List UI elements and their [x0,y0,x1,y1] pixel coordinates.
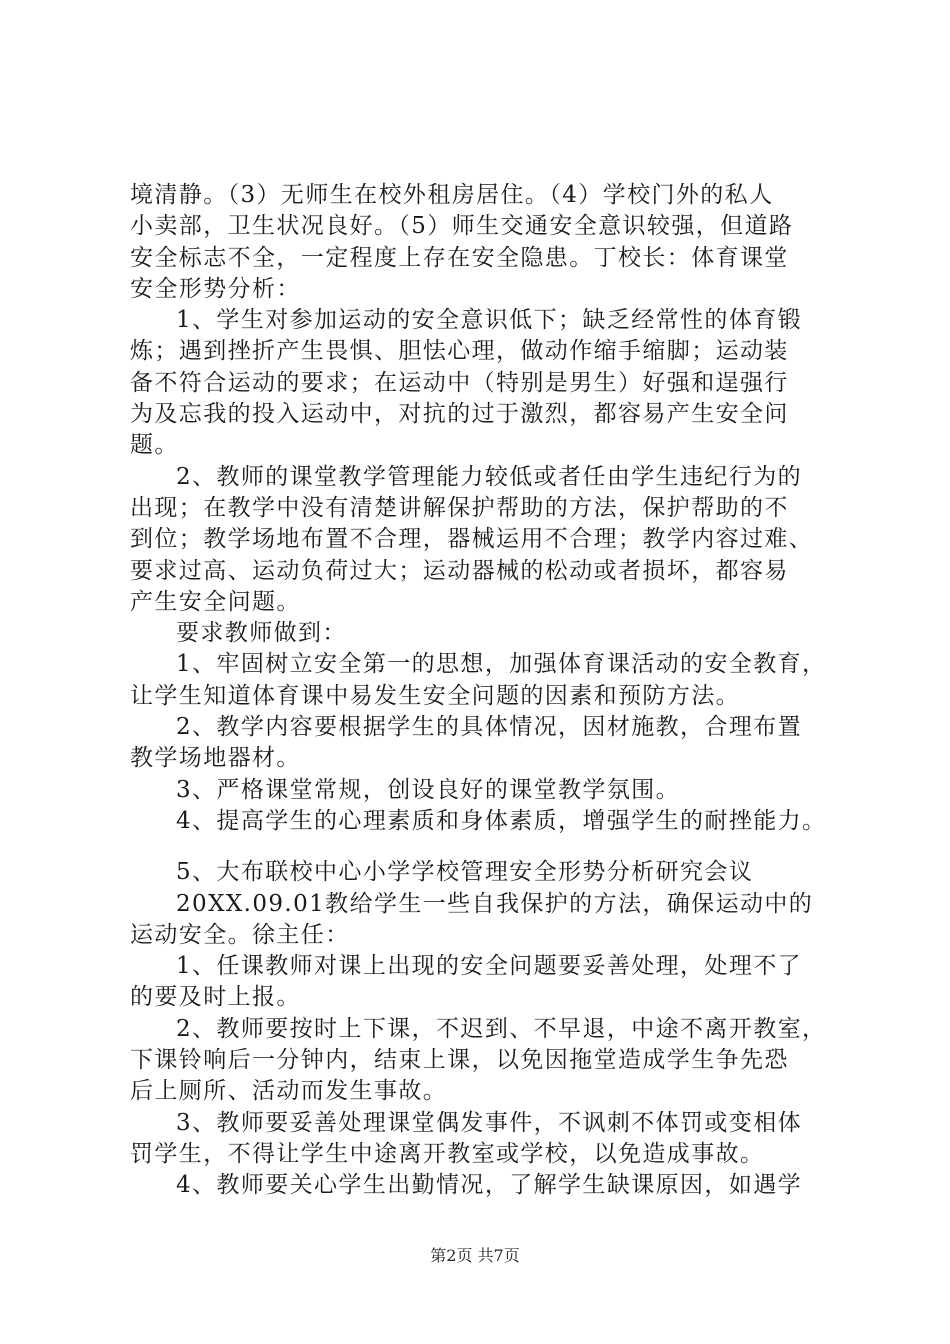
text-line: 后上厕所、活动而发生事故。 [130,1078,448,1105]
text-line: 20XX.09.01教给学生一些自我保护的方法，确保运动中的 [176,890,814,917]
text-line: 让学生知道体育课中易发生安全问题的因素和预防方法。 [130,682,740,709]
text-line: 安全形势分析： [130,275,301,302]
text-line: 1、学生对参加运动的安全意识低下；缺乏经常性的体育锻 [176,307,803,334]
text-line: 题。 [130,432,179,459]
text-line: 教学场地器材。 [130,745,301,772]
text-line: 4、教师要关心学生出勤情况，了解学生缺课原因，如遇学 [176,1172,803,1199]
paragraph-gap [130,837,835,857]
text-line: 为及忘我的投入运动中，对抗的过于激烈，都容易产生安全问 [130,401,789,428]
text-line: 5、大布联校中心小学学校管理安全形势分析研究会议 [176,859,754,886]
text-line: 罚学生，不得让学生中途离开教室或学校，以免造成事故。 [130,1140,765,1167]
text-line: 4、提高学生的心理素质和身体素质，增强学生的耐挫能力。 [176,807,827,834]
text-line: 炼；遇到挫折产生畏惧、胆怯心理，做动作缩手缩脚；运动装 [130,338,789,365]
text-line: 2、教师的课堂教学管理能力较低或者任由学生违纪行为的 [176,463,803,490]
text-line: 要求教师做到： [176,620,347,647]
text-line: 出现；在教学中没有清楚讲解保护帮助的方法，保护帮助的不 [130,494,789,521]
text-line: 境清静。（3）无师生在校外租房居住。（4）学校门外的私人 [130,182,774,208]
text-line: 要求过高、运动负荷过大；运动器械的松动或者损坏，都容易 [130,557,789,584]
text-line: 1、任课教师对课上出现的安全问题要妥善处理，处理不了 [176,953,803,980]
text-line: 2、教师要按时上下课，不迟到、不早退，中途不离开教室， [176,1015,827,1042]
text-line: 3、严格课堂常规，创设良好的课堂教学氛围。 [176,776,681,803]
text-line: 产生安全问题。 [130,588,301,615]
text-line: 3、教师要妥善处理课堂偶发事件，不讽刺不体罚或变相体 [176,1109,803,1136]
text-line: 小卖部，卫生状况良好。（5）师生交通安全意识较强，但道路 [130,213,794,240]
text-line: 运动安全。徐主任： [130,921,350,948]
text-line: 2、教学内容要根据学生的具体情况，因材施教，合理布置 [176,714,803,741]
text-line: 的要及时上报。 [130,984,301,1011]
text-line: 1、牢固树立安全第一的思想，加强体育课活动的安全教育， [176,651,827,678]
text-line: 下课铃响后一分钟内，结束上课，以免因拖堂造成学生争先恐 [130,1047,789,1074]
page-number-footer: 第2页 共7页 [430,1246,520,1265]
text-line: 安全标志不全，一定程度上存在安全隐患。丁校长：体育课堂 [130,244,789,271]
document-body [130,180,835,1202]
text-line: 备不符合运动的要求；在运动中（特别是男生）好强和逞强行 [130,369,789,396]
text-line: 到位；教学场地布置不合理，器械运用不合理；教学内容过难、 [130,526,814,553]
